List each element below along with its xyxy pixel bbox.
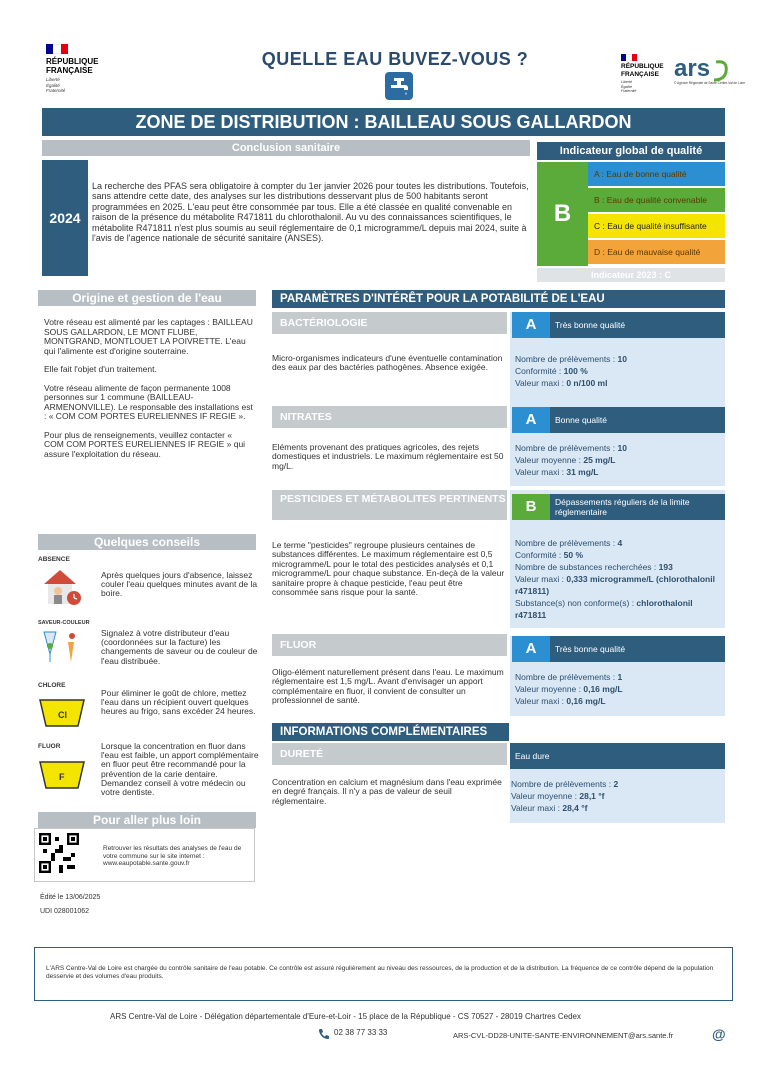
republique-line2: FRANÇAISE — [46, 66, 93, 75]
republique-francaise-logo — [46, 44, 126, 94]
bacterio-grade: A — [512, 312, 550, 338]
footer-phone[interactable]: 02 38 77 33 33 — [334, 1028, 388, 1037]
tip-label-fluor: FLUOR — [38, 743, 61, 750]
pesticides-desc: Le terme "pesticides" regroupe plusieurs centaines de substances différentes. Le maximum réglementaire est 0,5 microgramme/L pour le total des pesticides analysés et 0,1 microgramme/L pour chaque substance. En-deçà de la valeur sanitaire propre à chaque pesticide, l'eau peut être consommée sans risque pour la santé. — [272, 540, 505, 598]
nitrates-grade: A — [512, 407, 550, 433]
bacterio-stats: Nombre de prélèvements : 10 Conformité : 100 % Valeur maxi : 0 n/100 ml — [515, 354, 627, 388]
grade-level-c: C : Eau de qualité insuffisante — [588, 214, 725, 238]
tip-label-saveur: SAVEUR-COULEUR — [38, 620, 90, 626]
informations-heading: INFORMATIONS COMPLÉMENTAIRES — [272, 723, 509, 741]
conclusion-heading: Conclusion sanitaire — [42, 140, 530, 156]
svg-text:© Agence Régionale de Santé Ce: © Agence Régionale de Santé Centre-Val de Loire — [674, 81, 746, 85]
french-flag-icon — [46, 44, 68, 54]
conclusion-text: La recherche des PFAS sera obligatoire à compter du 1er janvier 2026 pour toutes les distributions. Toutefois, sans attendre cette date, des analyses sur les distributions desservant plus de 500 habitants seront programmées en 2025. L'eau peut être consommée par tous. Elle a été classée en qualité convenable en raison de la présence du métabolite R471811 du chlorothalonil. Au vu des connaissances scientifiques, le métabolite R471811 n'est plus soumis au seuil réglementaire de 0,1 microgramme/L depuis mai 2024, suite à l'avis de l'agence nationale de sécurité sanitaire (ANSES). — [92, 181, 529, 244]
fluor-desc: Oligo-élément naturellement présent dans l'eau. Le maximum réglementaire est 1,5 mg/L. Avant d'envisager un apport complémentaire en fluor, il convient de consulter un professionnel de santé. — [272, 667, 504, 706]
durete-desc: Concentration en calcium et magnésium dans l'eau exprimée en degré français. Il n'y a pas de valeur de seuil réglementaire. — [272, 777, 502, 806]
qr-code-icon[interactable] — [39, 833, 79, 873]
parametres-heading: PARAMÈTRES D'INTÉRÊT POUR LA POTABILITÉ DE L'EAU — [272, 290, 725, 308]
svg-text:ars: ars — [674, 55, 711, 82]
footer-note: L'ARS Centre-Val de Loire est chargée du contrôle sanitaire de l'eau potable. Ce contrôle est assuré régulièrement au niveau des ressources, de la production et de la distribution. La fréquence de ce contrôle dépend de la population desservie et des volumes d'eau produits. — [46, 965, 714, 980]
house-clock-icon — [40, 564, 86, 608]
tip-label-absence: ABSENCE — [38, 556, 70, 563]
fluor-heading: FLUOR — [272, 634, 507, 656]
nitrates-heading: NITRATES — [272, 406, 507, 428]
durete-heading: DURETÉ — [272, 743, 507, 765]
edit-date: Édité le 13/06/2025 — [40, 894, 101, 901]
footer-address: ARS Centre-Val de Loire - Délégation départementale d'Eure-et-Loir - 15 place de la République - CS 70527 - 28019 Chartres Cedex — [110, 1012, 581, 1021]
bacterio-heading: BACTÉRIOLOGIE — [272, 312, 507, 334]
bacterio-label: Très bonne qualité — [550, 312, 725, 338]
republique-line1: RÉPUBLIQUE — [46, 57, 99, 66]
plus-loin-text: Retrouver les résultats des analyses de l'eau de votre commune sur le site internet : www.eaupotable.sante.gouv.fr — [103, 845, 242, 868]
nitrates-label: Bonne qualité — [550, 407, 725, 433]
french-flag-icon — [621, 54, 637, 61]
grade-level-d: D : Eau de mauvaise qualité — [588, 240, 725, 264]
grade-level-b: B : Eau de qualité convenable — [588, 188, 725, 212]
fluor-grade: A — [512, 636, 550, 662]
ars-logo — [672, 52, 746, 90]
pesticides-label: Dépassements réguliers de la limite réglementaire — [550, 494, 725, 520]
quality-heading: Indicateur global de qualité — [537, 142, 725, 160]
conclusion-year: 2024 — [42, 160, 88, 276]
global-grade: B — [537, 162, 588, 266]
fluor-stats: Nombre de prélèvements : 1 Valeur moyenne : 0,16 mg/L Valeur maxi : 0,16 mg/L — [515, 672, 623, 706]
durete-stats: Nombre de prélèvements : 2 Valeur moyenne : 28,1 °f Valeur maxi : 28,4 °f — [511, 779, 619, 813]
conseils-heading: Quelques conseils — [38, 534, 256, 550]
nitrates-stats: Nombre de prélèvements : 10 Valeur moyenne : 25 mg/L Valeur maxi : 31 mg/L — [515, 443, 627, 477]
chlore-bucket-icon — [38, 694, 86, 730]
fluor-label: Très bonne qualité — [550, 636, 725, 662]
tip-text-fluor: Lorsque la concentration en fluor dans l'eau est faible, un apport complémentaire en fluor peut être recommandé pour la prévention de la carie dentaire. Demandez conseil à votre médecin ou votre dentiste. — [101, 741, 259, 798]
tip-text-absence: Après quelques jours d'absence, laissez couler l'eau quelques minutes avant de la boire. — [101, 570, 258, 599]
tip-text-chlore: Pour éliminer le goût de chlore, mettez l'eau dans un récipient ouvert quelques heures au frigo, sans excéder 24 heures. — [101, 688, 256, 717]
indicator-2023: Indicateur 2023 : C — [537, 268, 725, 282]
fluor-bucket-icon — [38, 756, 86, 792]
origine-text: Votre réseau est alimenté par les captages : BAILLEAU SOUS GALLARDON, LE MONT FLUBE, MONTGRAND, MONTLOUET LA POIVRETTE. L'eau qui l'alimente est d'origine souterraine. Elle fait l'objet d'un traitement. Votre réseau alimente de façon permanente 1008 personnes sur 1 commune (BAILLEAU-ARMENONVILLE). Le responsable des installations est : « COM COM PORTES EURELIENNES IF REGIE ». Pour plus de renseignements, veuillez contacter « COM COM PORTES EURELIENNES IF REGIE » qui assure l'exploitation du réseau. — [44, 317, 253, 459]
footer-email[interactable]: ARS-CVL-DD28-UNITE-SANTE-ENVIRONNEMENT@ars.sante.fr — [453, 1031, 674, 1040]
grade-level-a: A : Eau de bonne qualité — [588, 162, 725, 186]
origine-heading: Origine et gestion de l'eau — [38, 290, 256, 306]
phone-icon — [318, 1027, 330, 1039]
email-icon: @ — [712, 1026, 726, 1042]
water-tap-icon — [385, 72, 413, 100]
durete-label: Eau dure — [510, 743, 725, 769]
pesticides-heading: PESTICIDES ET MÉTABOLITES PERTINENTS — [272, 490, 507, 520]
pesticides-stats: Nombre de prélèvements : 4 Conformité : 50 % Nombre de substances recherchées : 193 Valeur maxi : 0,333 microgramme/L (chlorothalonil r471811) Substance(s) non conforme(s) : chlorothalonil r471811 — [515, 538, 715, 620]
republique-francaise-logo-small: RÉPUBLIQUE FRANÇAISE Liberté Égalité Fraternité — [621, 54, 681, 94]
bacterio-desc: Micro-organismes indicateurs d'une éventuelle contamination des eaux par des bactéries pathogènes. Absence exigée. — [272, 353, 503, 373]
udi-code: UDI 028001062 — [40, 908, 90, 915]
svg-text:Cl: Cl — [58, 710, 67, 720]
nitrates-desc: Eléments provenant des pratiques agricoles, des rejets domestiques et industriels. Le maximum réglementaire est 50 mg/L. — [272, 442, 504, 471]
plus-loin-heading: Pour aller plus loin — [38, 812, 256, 828]
page-title: QUELLE EAU BUVEZ-VOUS ? — [261, 49, 529, 69]
motto: Liberté Égalité Fraternité — [46, 77, 66, 93]
zone-title: ZONE DE DISTRIBUTION : BAILLEAU SOUS GALLARDON — [42, 108, 725, 136]
tip-text-saveur: Signalez à votre distributeur d'eau (coordonnées sur la facture) les changements de saveur ou de couleur de l'eau distribuée. — [101, 628, 258, 666]
tip-label-chlore: CHLORE — [38, 682, 66, 689]
glasses-icon — [40, 628, 86, 668]
svg-text:F: F — [59, 772, 65, 782]
pesticides-grade: B — [512, 494, 550, 520]
